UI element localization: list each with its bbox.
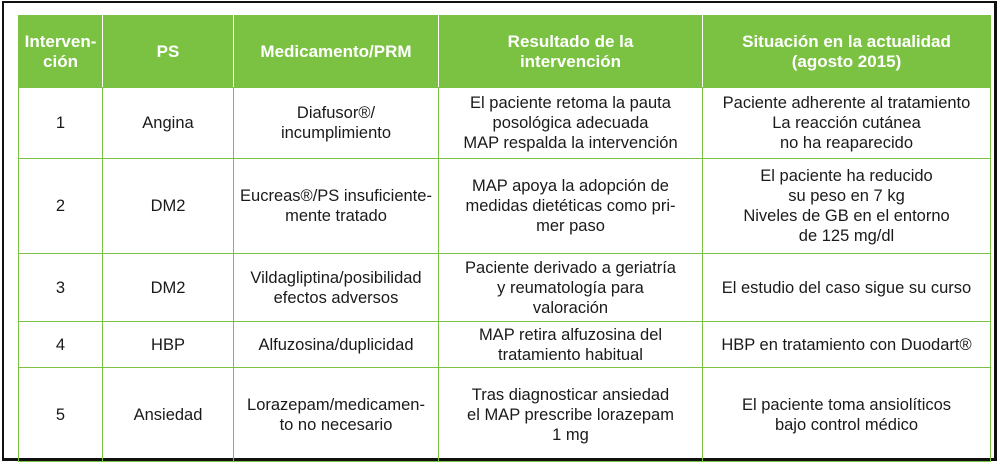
header-ps: PS bbox=[103, 16, 234, 88]
cell-ps: Ansiedad bbox=[103, 368, 234, 462]
cell-situacion: HBP en tratamiento con Duodart® bbox=[703, 322, 991, 368]
cell-medicamento: Alfuzosina/duplicidad bbox=[234, 322, 439, 368]
cell-medicamento: Vildagliptina/posibilidad efectos adversos bbox=[234, 254, 439, 322]
table-row bbox=[19, 88, 991, 159]
cell-medicamento: Diafusor®/ incumplimiento bbox=[234, 88, 439, 159]
cell-ps: DM2 bbox=[103, 159, 234, 254]
cell-resultado: MAP apoya la adopción de medidas dietéticas como pri- mer paso bbox=[439, 159, 703, 254]
cell-ps: HBP bbox=[103, 322, 234, 368]
table-row bbox=[19, 368, 991, 462]
cell-intervencion: 1 bbox=[19, 88, 103, 159]
cell-situacion: El estudio del caso sigue su curso bbox=[703, 254, 991, 322]
interventions-table bbox=[18, 15, 991, 462]
cell-resultado: Paciente derivado a geriatría y reumatología para valoración bbox=[439, 254, 703, 322]
table-row bbox=[19, 322, 991, 368]
cell-resultado: MAP retira alfuzosina del tratamiento habitual bbox=[439, 322, 703, 368]
header-resultado: Resultado de la intervención bbox=[439, 16, 703, 88]
cell-medicamento: Lorazepam/medicamen- to no necesario bbox=[234, 368, 439, 462]
header-situacion: Situación en la actualidad (agosto 2015) bbox=[703, 16, 991, 88]
cell-ps: DM2 bbox=[103, 254, 234, 322]
table-header-row bbox=[19, 16, 991, 88]
cell-situacion: El paciente toma ansiolíticos bajo control médico bbox=[703, 368, 991, 462]
cell-intervencion: 4 bbox=[19, 322, 103, 368]
header-intervencion: Interven- ción bbox=[19, 16, 103, 88]
cell-resultado: Tras diagnosticar ansiedad el MAP prescribe lorazepam 1 mg bbox=[439, 368, 703, 462]
cell-situacion: Paciente adherente al tratamiento La reacción cutánea no ha reaparecido bbox=[703, 88, 991, 159]
cell-medicamento: Eucreas®/PS insuficiente- mente tratado bbox=[234, 159, 439, 254]
cell-ps: Angina bbox=[103, 88, 234, 159]
cell-intervencion: 5 bbox=[19, 368, 103, 462]
cell-situacion: El paciente ha reducido su peso en 7 kg Niveles de GB en el entorno de 125 mg/dl bbox=[703, 159, 991, 254]
header-medicamento: Medicamento/PRM bbox=[234, 16, 439, 88]
image-frame bbox=[2, 1, 997, 461]
cell-intervencion: 2 bbox=[19, 159, 103, 254]
cell-resultado: El paciente retoma la pauta posológica adecuada MAP respalda la intervención bbox=[439, 88, 703, 159]
table-row bbox=[19, 159, 991, 254]
table-row bbox=[19, 254, 991, 322]
cell-intervencion: 3 bbox=[19, 254, 103, 322]
